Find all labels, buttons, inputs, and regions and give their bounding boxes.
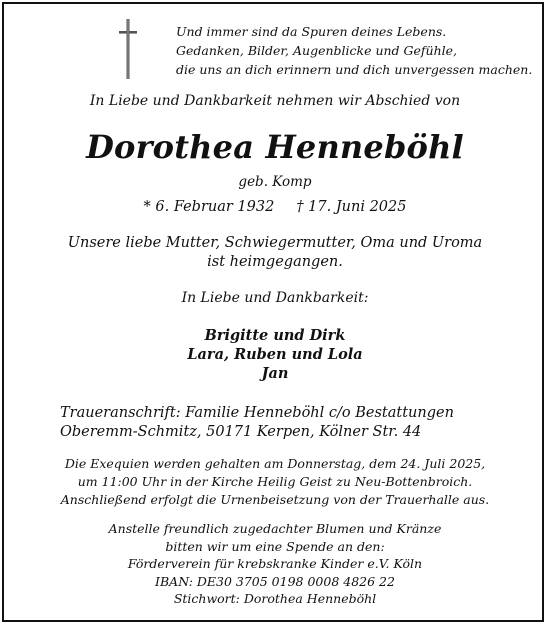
- family-list: [0, 326, 550, 383]
- death-date: † 17. Juni 2025: [296, 199, 407, 215]
- address-line: Oberemm-Schmitz, 50171 Kerpen, Kölner Str. 44: [60, 424, 422, 440]
- address-line: Traueranschrift: Familie Henneböhl c/o Bestattungen: [60, 405, 454, 421]
- donation-info: [0, 520, 550, 608]
- donation-line: Anstelle freundlich zugedachter Blumen und Kränze: [108, 521, 442, 536]
- message-line: Unsere liebe Mutter, Schwiegermutter, Oma und Uroma: [67, 235, 483, 251]
- poem-line: Gedanken, Bilder, Augenblicke und Gefühle,: [176, 43, 458, 58]
- donation-line: Förderverein für krebskranke Kinder e.V. Köln: [127, 556, 423, 571]
- donation-iban: IBAN: DE30 3705 0198 0008 4826 22: [155, 573, 395, 589]
- service-line: um 11:00 Uhr in der Kirche Heilig Geist zu Neu-Bottenbroich.: [77, 474, 473, 489]
- family-line: Brigitte und Dirk: [204, 327, 346, 344]
- message: [0, 234, 550, 272]
- cross-icon: [118, 18, 138, 80]
- poem: [176, 22, 536, 79]
- birth-date: * 6. Februar 1932: [143, 199, 275, 215]
- thanks-text: In Liebe und Dankbarkeit:: [181, 290, 369, 306]
- service-line: Die Exequien werden gehalten am Donnerstag, dem 24. Juli 2025,: [64, 456, 486, 471]
- deceased-name: Dorothea Henneböhl: [86, 128, 464, 166]
- mourning-address: [60, 404, 454, 442]
- life-dates: [0, 199, 550, 215]
- family-line: Jan: [261, 365, 289, 382]
- intro-text: In Liebe und Dankbarkeit nehmen wir Abschied von: [89, 93, 461, 109]
- poem-line: die uns an dich erinnern und dich unvergessen machen.: [176, 62, 533, 77]
- poem-line: Und immer sind da Spuren deines Lebens.: [176, 24, 447, 39]
- family-line: Lara, Ruben und Lola: [187, 346, 363, 363]
- service-info: [0, 455, 550, 509]
- birth-name: geb. Komp: [238, 174, 312, 190]
- donation-line: bitten wir um eine Spende an den:: [165, 538, 385, 554]
- service-line: Anschließend erfolgt die Urnenbeisetzung von der Trauerhalle aus.: [60, 492, 490, 507]
- donation-keyword: Stichwort: Dorothea Henneböhl: [173, 591, 377, 606]
- message-line: ist heimgegangen.: [207, 254, 343, 270]
